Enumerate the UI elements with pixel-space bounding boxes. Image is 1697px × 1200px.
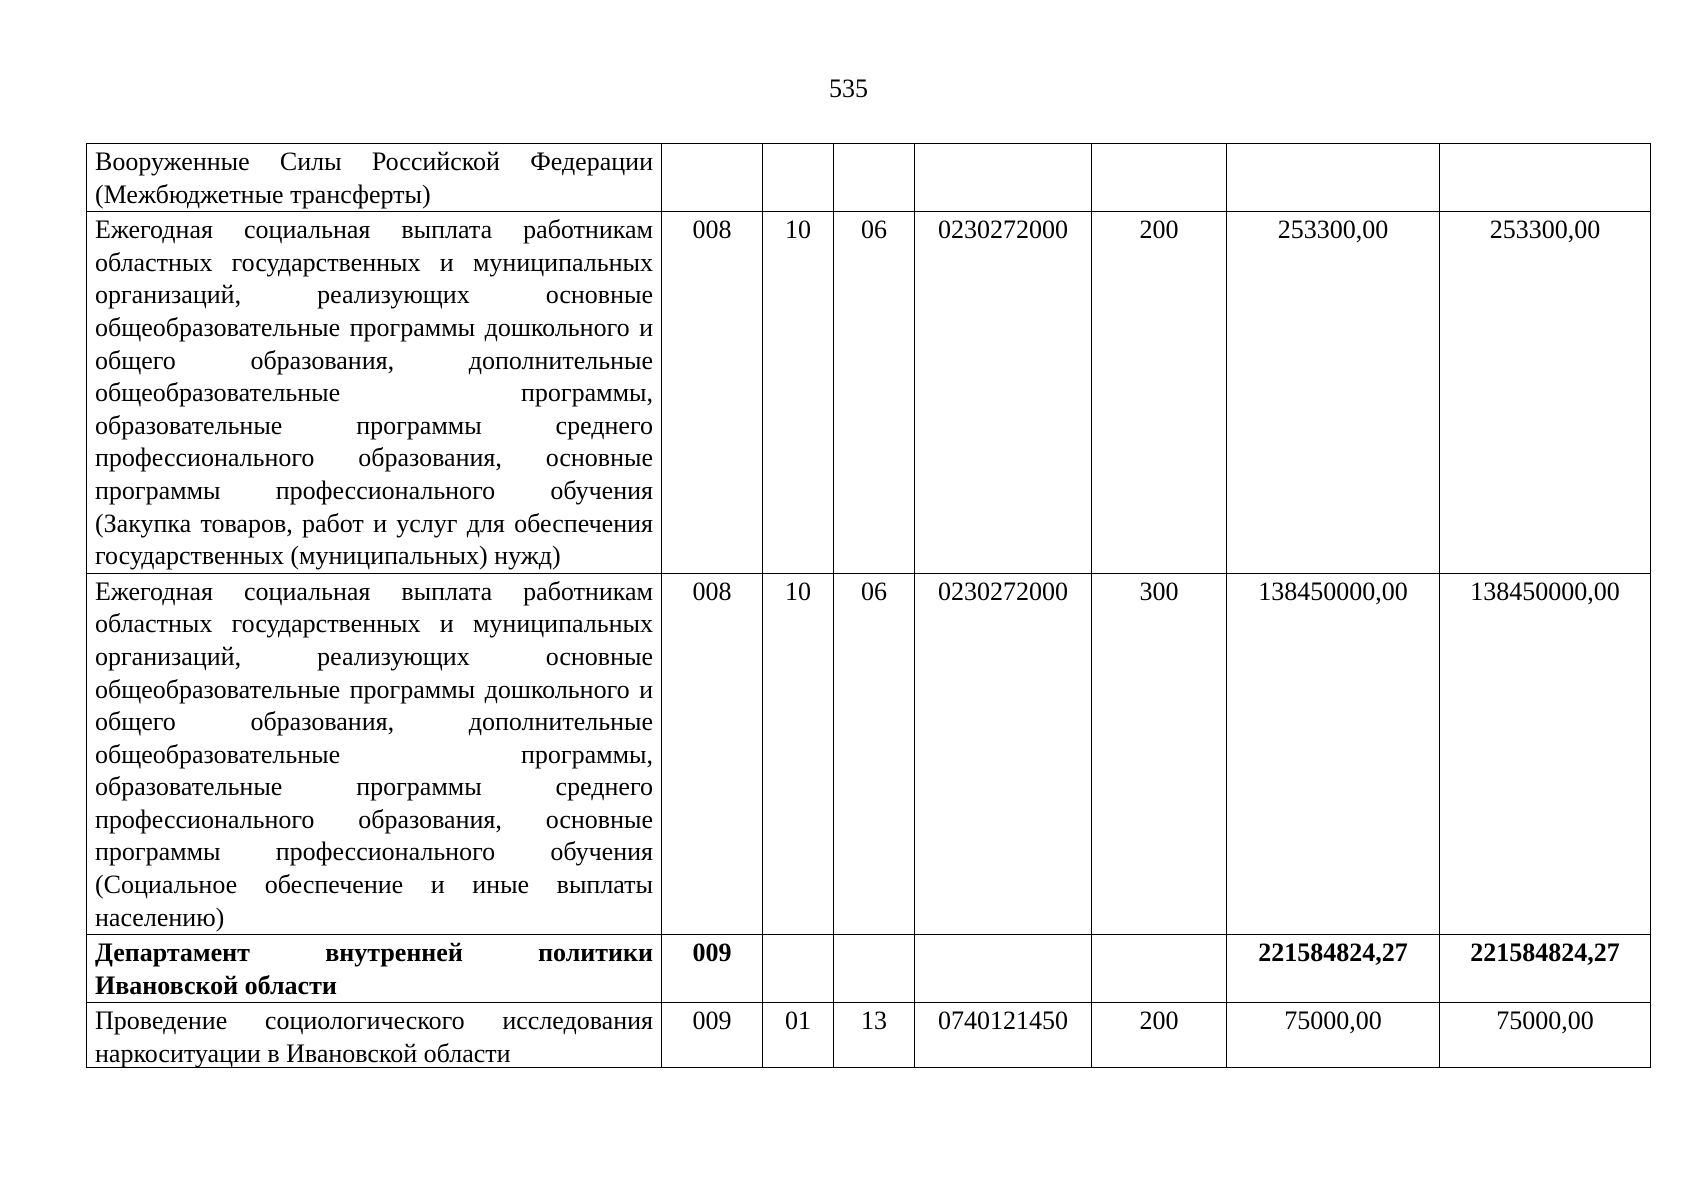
section-code: 01 — [763, 1003, 834, 1068]
subsection-code: 13 — [834, 1003, 915, 1068]
expense-type-code: 300 — [1092, 573, 1227, 935]
expense-type-code — [1092, 144, 1227, 212]
expense-type-code: 200 — [1092, 1003, 1227, 1068]
page-number: 535 — [829, 74, 868, 103]
table-row-department — [87, 935, 1651, 1003]
target-code: 0230272000 — [915, 212, 1092, 574]
subsection-code — [834, 144, 915, 212]
section-code — [763, 144, 834, 212]
expense-type-code: 200 — [1092, 212, 1227, 574]
table-row — [87, 573, 1651, 935]
ministry-code: 009 — [662, 1003, 763, 1068]
row-description: Вооруженные Силы Российской Федерации (Межбюджетные трансферты) — [87, 144, 662, 212]
table-row — [87, 144, 1651, 212]
department-name: Департамент внутренней политики Ивановской области — [87, 935, 662, 1003]
section-code: 10 — [763, 573, 834, 935]
row-description: Ежегодная социальная выплата работникам областных государственных и муниципальных организаций, реализующих основные общеобразовательные программы дошкольного и общего образования, дополнительные общеобразовательные программы, образовательные программы среднего профессионального образования, основные программы профессионального обучения (Социальное обеспечение и иные выплаты населению) — [87, 573, 662, 935]
row-description: Ежегодная социальная выплата работникам областных государственных и муниципальных организаций, реализующих основные общеобразовательные программы дошкольного и общего образования, дополнительные общеобразовательные программы, образовательные программы среднего профессионального образования, основные программы профессионального обучения (Закупка товаров, работ и услуг для обеспечения государственных (муниципальных) нужд) — [87, 212, 662, 574]
row-description — [87, 1003, 662, 1068]
ministry-code: 008 — [662, 573, 763, 935]
budget-table — [86, 143, 1651, 1068]
amount-year-1 — [1227, 144, 1440, 212]
section-code — [763, 935, 834, 1003]
table-row — [87, 1003, 1651, 1068]
amount-year-1: 75000,00 — [1227, 1003, 1440, 1068]
ministry-code: 009 — [662, 935, 763, 1003]
amount-year-2: 253300,00 — [1440, 212, 1651, 574]
section-code: 10 — [763, 212, 834, 574]
subsection-code: 06 — [834, 573, 915, 935]
amount-year-2: 75000,00 — [1440, 1003, 1651, 1068]
ministry-code: 008 — [662, 212, 763, 574]
target-code: 0740121450 — [915, 1003, 1092, 1068]
amount-year-2: 221584824,27 — [1440, 935, 1651, 1003]
amount-year-1: 221584824,27 — [1227, 935, 1440, 1003]
row-description-text: Проведение социологического исследования наркоситуации в Ивановской области — [95, 1006, 653, 1068]
amount-year-1: 253300,00 — [1227, 212, 1440, 574]
amount-year-2: 138450000,00 — [1440, 573, 1651, 935]
subsection-code: 06 — [834, 212, 915, 574]
table-row — [87, 212, 1651, 574]
subsection-code — [834, 935, 915, 1003]
ministry-code — [662, 144, 763, 212]
target-code — [915, 144, 1092, 212]
amount-year-2 — [1440, 144, 1651, 212]
target-code: 0230272000 — [915, 573, 1092, 935]
target-code — [915, 935, 1092, 1003]
amount-year-1: 138450000,00 — [1227, 573, 1440, 935]
expense-type-code — [1092, 935, 1227, 1003]
